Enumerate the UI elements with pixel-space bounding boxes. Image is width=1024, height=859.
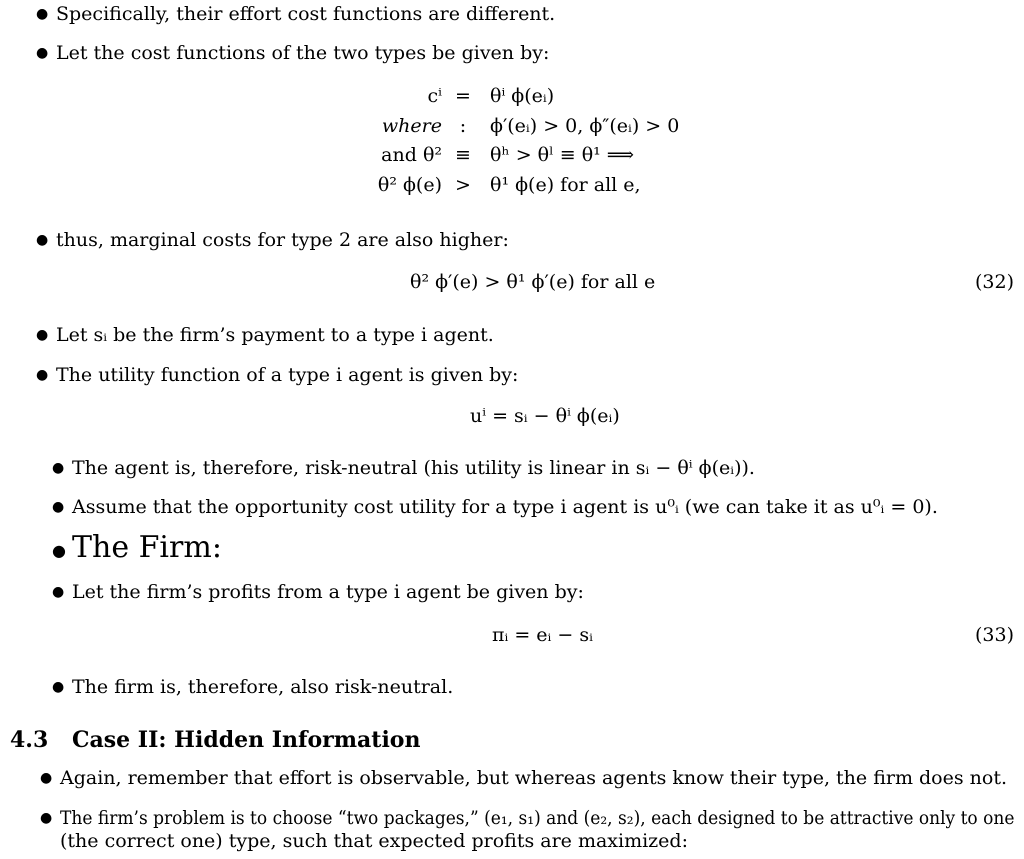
- bullet-marker: ●: [40, 810, 53, 826]
- system-row-2-rhs: ϕ′(eᵢ) > 0, ϕ″(eᵢ) > 0: [490, 115, 680, 137]
- bullet-marker: ●: [36, 327, 49, 343]
- equation-number-33: (33): [974, 624, 1014, 646]
- equation-utility: uⁱ = sᵢ − θⁱ ϕ(eᵢ): [470, 405, 620, 427]
- bullet-cost-functions: Let the cost functions of the two types be given by:: [56, 42, 550, 64]
- bullet-marker: ●: [36, 6, 49, 22]
- bullet-marker: ●: [36, 45, 49, 61]
- bullet-marker: ●: [36, 367, 49, 383]
- system-row-2-lhs: where: [381, 115, 442, 137]
- equation-number-32: (32): [974, 271, 1014, 293]
- bullet-opportunity-cost: Assume that the opportunity cost utility for a type i agent is u⁰ᵢ (we can take it as u⁰ᵢ = 0).: [72, 496, 938, 518]
- section-number: 4.3: [10, 727, 49, 753]
- equation-32: θ² ϕ′(e) > θ¹ ϕ′(e) for all e: [410, 271, 656, 293]
- bullet-marker: ●: [36, 232, 49, 248]
- bullet-marker: ●: [52, 541, 66, 560]
- bullet-marker: ●: [52, 499, 65, 515]
- bullet-marginal-costs: thus, marginal costs for type 2 are also higher:: [56, 229, 509, 251]
- system-row-3-rhs: θʰ > θˡ ≡ θ¹ ⟹: [490, 144, 635, 166]
- bullet-firm-risk-neutral: The firm is, therefore, also risk-neutral.: [72, 676, 454, 698]
- bullet-problem-line-2: (the correct one) type, such that expected profits are maximized:: [60, 830, 688, 852]
- bullet-marker: ●: [52, 584, 65, 600]
- bullet-risk-neutral: The agent is, therefore, risk-neutral (his utility is linear in sᵢ − θⁱ ϕ(eᵢ)).: [72, 457, 755, 479]
- system-row-3-lhs: and θ²: [381, 144, 442, 166]
- system-row-3-op: ≡: [455, 144, 471, 166]
- bullet-utility: The utility function of a type i agent is given by:: [56, 364, 519, 386]
- system-row-1-rhs: θⁱ ϕ(eᵢ): [490, 85, 555, 107]
- bullet-profits: Let the firm’s profits from a type i agent be given by:: [72, 581, 584, 603]
- firm-heading: The Firm:: [72, 530, 222, 565]
- bullet-marker: ●: [52, 679, 65, 695]
- system-row-4-rhs: θ¹ ϕ(e) for all e,: [490, 174, 641, 196]
- bullet-specifically: Specifically, their effort cost functions are different.: [56, 3, 556, 25]
- system-row-1-op: =: [455, 85, 471, 107]
- system-row-1-lhs: cⁱ: [427, 85, 442, 107]
- bullet-payment: Let sᵢ be the firm’s payment to a type i agent.: [56, 324, 494, 346]
- system-row-2-op: :: [459, 115, 467, 137]
- section-title: Case II: Hidden Information: [72, 727, 421, 753]
- system-row-4-lhs: θ² ϕ(e): [377, 174, 442, 196]
- system-row-4-op: >: [455, 174, 471, 196]
- equation-33: πᵢ = eᵢ − sᵢ: [492, 624, 593, 646]
- bullet-again: Again, remember that effort is observable, but whereas agents know their type, the firm does not.: [60, 767, 1007, 789]
- bullet-problem-line-1: The firm’s problem is to choose “two packages,” (e₁, s₁) and (e₂, s₂), each designed to be attractive only to one: [60, 807, 1015, 829]
- bullet-marker: ●: [40, 770, 53, 786]
- bullet-marker: ●: [52, 460, 65, 476]
